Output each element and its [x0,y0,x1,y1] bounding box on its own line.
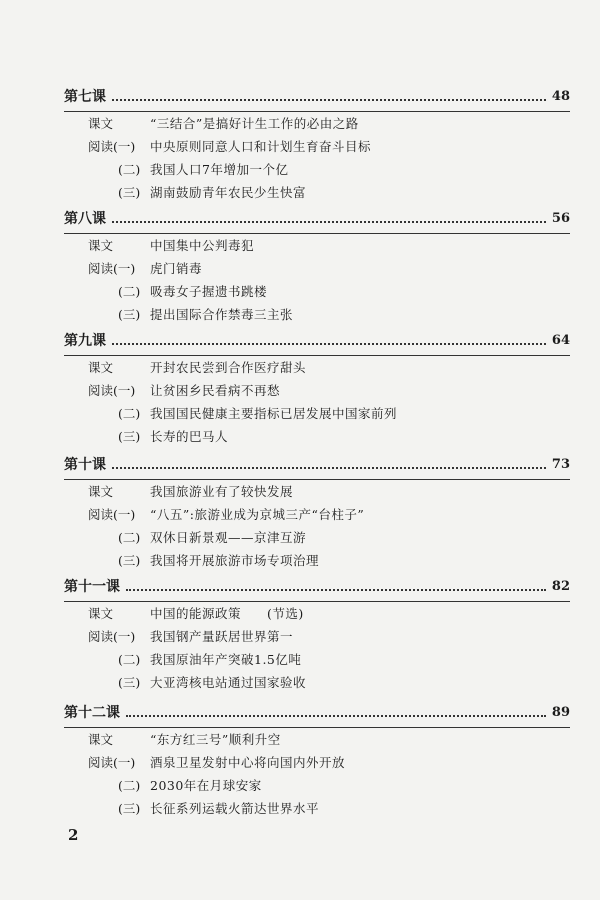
lesson-page-number: 64 [551,332,570,348]
entry-label: 课文 [88,116,114,131]
lesson-title: 第十课 [64,457,106,473]
entry-label: (二) [118,162,141,177]
lesson-heading[interactable] [64,454,570,474]
entry-title: 开封农民尝到合作医疗甜头 [150,360,307,375]
entry-label: (二) [118,530,141,545]
entry-title: 我国钢产量跃居世界第一 [150,629,294,644]
entry-label: 阅读(一) [88,755,136,770]
entry-title: 我国旅游业有了较快发展 [150,484,294,499]
entry-label: (二) [118,652,141,667]
entry-label: (二) [118,778,141,793]
toc-entry[interactable] [64,526,570,549]
toc-entry[interactable] [64,181,570,204]
leader-dots [112,467,546,469]
entry-label: 课文 [88,484,114,499]
entry-label: (三) [118,185,141,200]
leader-dots [126,589,546,591]
lesson-heading[interactable] [64,576,570,596]
lesson-10 [64,454,570,572]
toc-entry[interactable] [64,112,570,135]
entry-title: 我国国民健康主要指标已居发展中国家前列 [150,406,398,421]
entry-label: 阅读(一) [88,507,136,522]
leader-dots [126,715,546,717]
toc-entry[interactable] [64,671,570,694]
entry-label: (三) [118,307,141,322]
toc-entry[interactable] [64,234,570,257]
entry-label: (三) [118,553,141,568]
lesson-11 [64,576,570,694]
entry-title: 吸毒女子握遗书跳楼 [150,284,268,299]
entry-label: 课文 [88,238,114,253]
entry-title: 中国集中公判毒犯 [150,238,255,253]
lesson-title: 第十二课 [64,705,120,721]
entry-title: 我国将开展旅游市场专项治理 [150,553,320,568]
entry-label: 阅读(一) [88,261,136,276]
lesson-12 [64,702,570,820]
entry-title: 双休日新景观——京津互游 [150,530,307,545]
entry-label: 阅读(一) [88,383,136,398]
entry-label: 阅读(一) [88,629,136,644]
entry-title: 提出国际合作禁毒三主张 [150,307,294,322]
toc-entry[interactable] [64,728,570,751]
toc-entry[interactable] [64,280,570,303]
toc-entry[interactable] [64,402,570,425]
toc-entry[interactable] [64,774,570,797]
entry-title: 酒泉卫星发射中心将向国内外开放 [150,755,346,770]
entry-label: (二) [118,284,141,299]
toc-entry[interactable] [64,425,570,448]
lesson-heading[interactable] [64,86,570,106]
lesson-heading[interactable] [64,208,570,228]
toc-entry[interactable] [64,503,570,526]
lesson-heading[interactable] [64,330,570,350]
lesson-8 [64,208,570,326]
entry-title: “东方红三号”顺利升空 [150,732,281,747]
leader-dots [112,343,546,345]
entry-label: 课文 [88,732,114,747]
entry-label: 阅读(一) [88,139,136,154]
toc-entry[interactable] [64,135,570,158]
toc-entry[interactable] [64,549,570,572]
toc-entry[interactable] [64,158,570,181]
lesson-title: 第八课 [64,211,106,227]
lesson-page-number: 56 [551,210,570,226]
entry-title: 长征系列运载火箭达世界水平 [150,801,320,816]
entry-label: 课文 [88,360,114,375]
entry-label: (二) [118,406,141,421]
lesson-9 [64,330,570,448]
entry-label: (三) [118,801,141,816]
entry-title: “八五”:旅游业成为京城三产“台柱子” [150,507,365,522]
toc-entry[interactable] [64,625,570,648]
lesson-page-number: 73 [551,456,570,472]
entry-title: 我国原油年产突破1.5亿吨 [150,652,302,667]
entry-label: (三) [118,675,141,690]
lesson-title: 第九课 [64,333,106,349]
leader-dots [112,99,546,101]
lesson-heading[interactable] [64,702,570,722]
entry-label: 课文 [88,606,114,621]
entry-title: “三结合”是搞好计生工作的必由之路 [150,116,359,131]
lesson-page-number: 82 [551,578,570,594]
toc-entry[interactable] [64,480,570,503]
toc-entry[interactable] [64,648,570,671]
entry-label: (三) [118,429,141,444]
lesson-page-number: 48 [551,88,570,104]
entry-title: 2030年在月球安家 [150,778,262,793]
leader-dots [112,221,546,223]
entry-title: 大亚湾核电站通过国家验收 [150,675,307,690]
toc-entry[interactable] [64,303,570,326]
toc-entry[interactable] [64,257,570,280]
entry-title: 长寿的巴马人 [150,429,229,444]
toc-entry[interactable] [64,797,570,820]
entry-title: 虎门销毒 [150,261,203,276]
toc-entry[interactable] [64,602,570,625]
lesson-title: 第十一课 [64,579,120,595]
lesson-page-number: 89 [551,704,570,720]
lesson-title: 第七课 [64,89,106,105]
entry-title: 中国的能源政策 (节选) [150,606,304,621]
entry-title: 中央原则同意人口和计划生育奋斗目标 [150,139,372,154]
toc-entry[interactable] [64,379,570,402]
toc-entry[interactable] [64,356,570,379]
lesson-7 [64,86,570,204]
entry-title: 湖南鼓励青年农民少生快富 [150,185,307,200]
entry-title: 我国人口7年增加一个亿 [150,162,289,177]
toc-entry[interactable] [64,751,570,774]
entry-title: 让贫困乡民看病不再愁 [150,383,281,398]
page-number: 2 [68,826,79,844]
